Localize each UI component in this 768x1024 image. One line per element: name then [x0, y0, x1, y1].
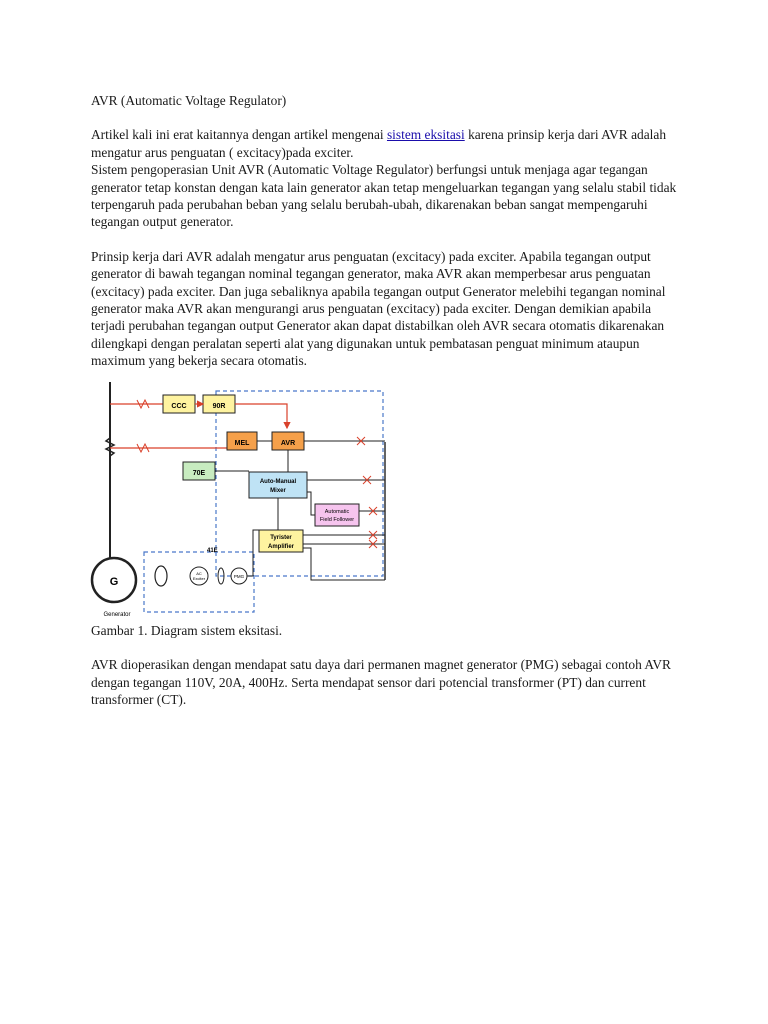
avr-label: AVR: [280, 439, 296, 447]
tyrister-label-line2: Amplifier: [267, 543, 295, 550]
paragraph-intro: [91, 126, 681, 161]
document-title: AVR (Automatic Voltage Regulator): [91, 93, 287, 108]
paragraph-principle: Prinsip kerja dari AVR adalah mengatur arus penguatan (excitacy) pada exciter. Apabila tegangan output generator di bawah tegangan nominal tegangan generator, maka AVR akan memperbesar arus penguatan (excitacy) pada exciter. Dan juga sebaliknya apabila tegangan output Generator melebihi tegangan nominal generator maka AVR akan mengurangi arus penguatan (excitacy) pada exciter. Dengan demikian apabila terjadi perubahan tegangan output Generator akan dapat distabilkan oleh AVR secara otomatis dikarenakan dilengkapi dengan peralatan seperti alat yang digunakan untuk pembatasan penguat minimum ataupun maximum yang bekerja secara otomatis.: [91, 248, 666, 369]
generator-symbol-label: G: [109, 575, 119, 588]
pmg-tyrister-link: [247, 530, 259, 576]
tyrister-label-line1: Tyrister: [270, 534, 292, 541]
mel-label: MEL: [234, 439, 250, 447]
rotor-coil-symbol: [155, 566, 167, 586]
generator-label: Generator: [103, 611, 131, 618]
ac-exciter-label-line1: AC: [196, 570, 202, 576]
mixer-label-line2: Mixer: [270, 487, 286, 494]
pt-zigzag: [137, 444, 149, 452]
follower-label-line1: Automatic: [324, 508, 350, 515]
paragraph-operation: AVR dioperasikan dengan mendapat satu daya dari permanen magnet generator (PMG) sebagai contoh AVR dengan tegangan 110V, 20A, 400Hz. Serta mendapat sensor dari potencial transformer (PT) dan current transformer (CT).: [91, 657, 671, 707]
90r-to-avr-arrow: [235, 404, 287, 428]
90r-label: 90R: [212, 402, 226, 410]
tyrister-output-link: [303, 548, 385, 580]
intro-text-before: Artikel kali ini erat kaitannya dengan artikel mengenai: [91, 127, 387, 143]
intro-text-after: karena prinsip kerja dari AVR adalah mengatur arus penguatan ( excitacy)pada exciter.: [91, 127, 667, 160]
41e-label: 41E: [207, 547, 218, 554]
breaker-markers: [357, 437, 377, 548]
ct-zigzag: [137, 400, 149, 408]
ccc-label: CCC: [171, 402, 187, 410]
pmg-label: PMG: [233, 573, 245, 579]
70e-label: 70E: [192, 469, 206, 477]
ac-exciter-label-line2: Exciter: [192, 575, 206, 581]
paragraph-system: Sistem pengoperasian Unit AVR (Automatic Voltage Regulator) berfungsi untuk menjaga agar tegangan generator tetap konstan dengan kata lain generator akan tetap mengeluarkan tegangan yang selalu stabil tidak terpengaruh pada perubahan beban yang selalu berubah-ubah, dikarenakan beban sangat mempengaruhi tegangan output generator.: [91, 162, 677, 230]
figure-caption: Gambar 1. Diagram sistem eksitasi.: [91, 622, 283, 638]
follower-label-line2: Field Follower: [319, 516, 355, 523]
excitation-diagram: [89, 380, 389, 618]
mixer-follower-link: [307, 492, 315, 515]
auto-manual-mixer-block: [249, 472, 307, 498]
link-sistem-eksitasi[interactable]: sistem eksitasi: [386, 127, 465, 143]
excitation-diagram-svg: [89, 380, 389, 618]
document-body: [91, 92, 681, 708]
mixer-label-line1: Auto-Manual: [259, 478, 297, 485]
